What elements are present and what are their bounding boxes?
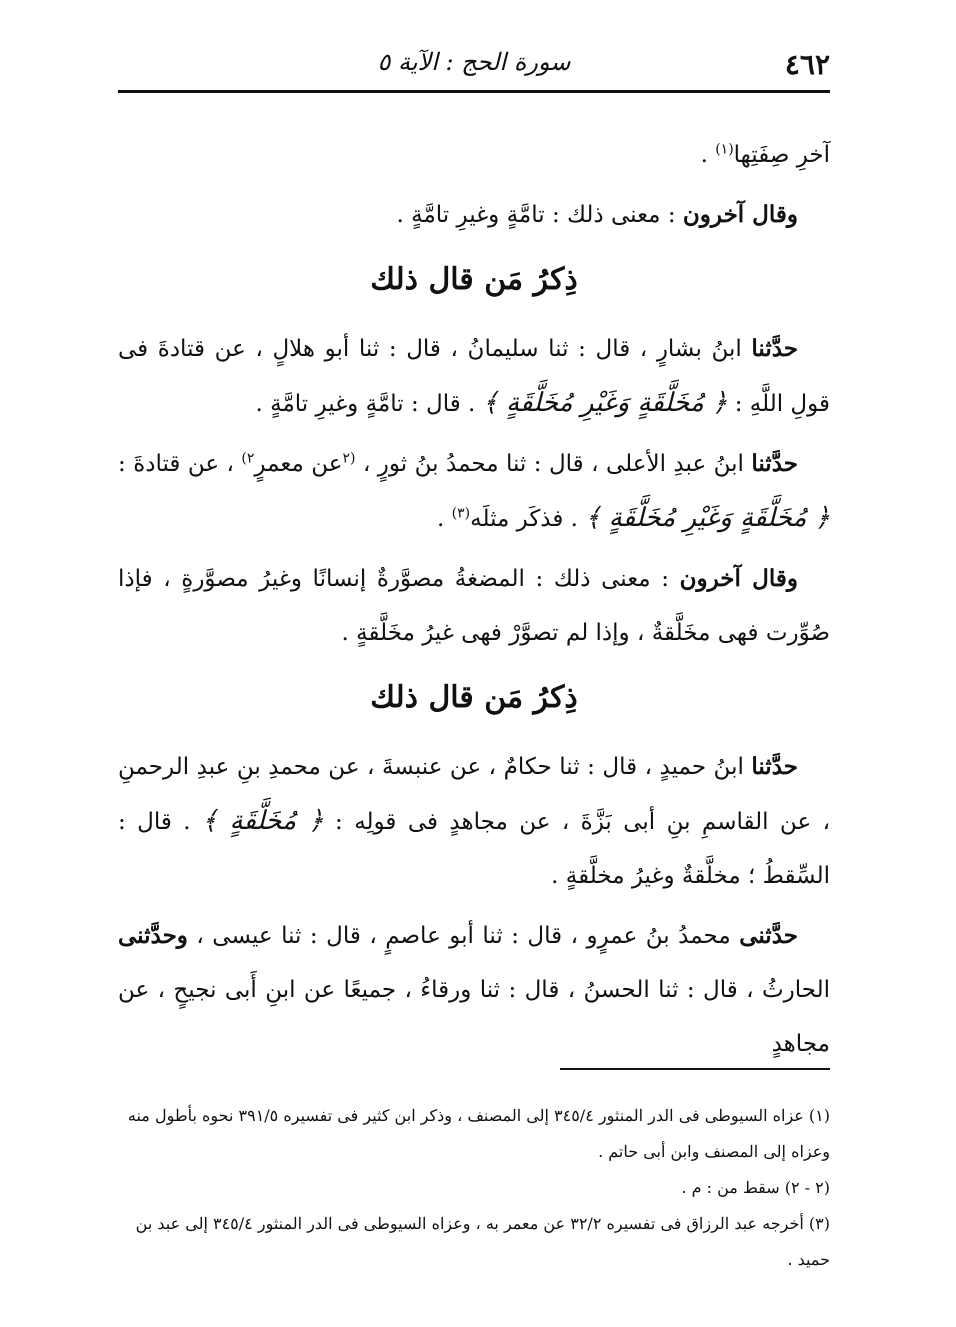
lead-word: وحدَّثنى: [118, 922, 188, 949]
text-run: ابنُ بشارٍ ، قال : ثنا سليمانُ ، قال : ثنا أبو هلالٍ ، عن قتادةَ فى قولِ اللَّهِ :: [118, 336, 830, 417]
paragraph: [118, 322, 830, 431]
lead-word: وقال آخرون: [679, 565, 798, 592]
footnote-ref: (٢: [342, 450, 356, 467]
book-page: [118, 38, 830, 1298]
text-run: . فذكَر مثلَه: [470, 506, 586, 532]
text-run: : معنى ذلك : تامَّةٍ وغيرِ تامَّةٍ .: [396, 202, 683, 228]
footnote-ref: (١): [715, 141, 734, 158]
footnote-ref: ٢): [241, 450, 255, 467]
footnote-divider: [560, 1068, 830, 1070]
text-run: ابنُ عبدِ الأعلى ، قال : ثنا محمدُ بنُ ثورٍ ،: [355, 451, 752, 477]
lead-word: حدَّثنا: [751, 450, 798, 477]
text-run: .: [700, 142, 716, 168]
lead-word: حدَّثنا: [751, 335, 799, 362]
footnote-ref: (٣): [451, 505, 471, 522]
running-title: سورة الحج : الآية ٥: [377, 48, 571, 76]
footnote: (٢ - ٢) سقط من : م .: [681, 1178, 830, 1197]
section-heading: ذِكرُ مَن قال ذلك: [370, 262, 578, 297]
page-number: ٤٦٢: [784, 48, 830, 81]
text-run: .: [437, 506, 452, 532]
quran-quote: ﴿ مُخَلَّقَةٍ وَغَيْرِ مُخَلَّقَةٍ ﴾: [482, 388, 728, 418]
page-header: [118, 38, 830, 93]
paragraph: [118, 188, 830, 242]
text-run: ، عن قتادةَ :: [118, 451, 242, 477]
quran-quote: ﴿ مُخَلَّقَةٍ ﴾: [202, 806, 324, 836]
paragraph: [118, 128, 830, 182]
footnote: (١) عزاه السيوطى فى الدر المنثور ٣٤٥/٤ إلى المصنف ، وذكر ابن كثير فى تفسيره ٣٩١/٥ نحوه بأطول منه وعزاه إلى المصنف وابن أبى حاتم .: [127, 1106, 830, 1161]
main-text: [118, 128, 830, 1077]
text-run: الحارثُ ، قال : ثنا الحسنُ ، قال : ثنا ورقاءُ ، جميعًا عن ابنِ أَبى نجيحٍ ، عن مجاهدٍ: [118, 977, 830, 1057]
footnotes: [118, 1068, 830, 1278]
footnote: (٣) أخرجه عبد الرزاق فى تفسيره ٣٢/٢ عن معمر به ، وعزاه السيوطى فى الدر المنثور ٣٤٥/٤ إلى عبد بن حميد .: [135, 1214, 830, 1269]
section-heading: ذِكرُ مَن قال ذلك: [370, 680, 578, 715]
text-run: : معنى ذلك : المضغةُ مصوَّرةٌ إنسانًا وغيرُ مصوَّرةٍ ، فإذا صُوِّرت فهى مخَلَّقةٌ ، وإذا لم تصوَّرْ فهى غيرُ مخَلَّقةٍ .: [118, 566, 830, 646]
text-run: . قال : تامَّةٍ وغيرِ تامَّةٍ .: [255, 391, 483, 417]
text-run: عن معمرٍ: [254, 451, 343, 477]
text-run: . قال : السِّقطُ ؛ مخلَّقةٌ وغيرُ مخلَّقةٍ .: [118, 809, 830, 889]
text-run: آخرِ صِفَتِها: [733, 142, 830, 168]
lead-word: حدَّثنى: [739, 922, 798, 949]
paragraph: [118, 552, 830, 660]
lead-word: حدَّثنا: [751, 753, 798, 780]
paragraph: [118, 437, 830, 546]
text-run: محمدُ بنُ عمرٍو ، قال : ثنا أبو عاصمٍ ، قال : ثنا عيسى ،: [187, 923, 740, 949]
text-run: ابنُ حميدٍ ، قال : ثنا حكامٌ ، عن عنبسةَ ، عن محمدِ بنِ عبدِ الرحمنِ ، عن القاسمِ بنِ أبى بَزَّةَ ، عن مجاهدٍ فى قولِه :: [118, 754, 830, 835]
paragraph: [118, 909, 830, 1071]
paragraph: [118, 740, 830, 903]
quran-quote: ﴿ مُخَلَّقَةٍ وَغَيْرِ مُخَلَّقَةٍ ﴾: [585, 503, 830, 533]
lead-word: وقال آخرون: [682, 201, 798, 228]
